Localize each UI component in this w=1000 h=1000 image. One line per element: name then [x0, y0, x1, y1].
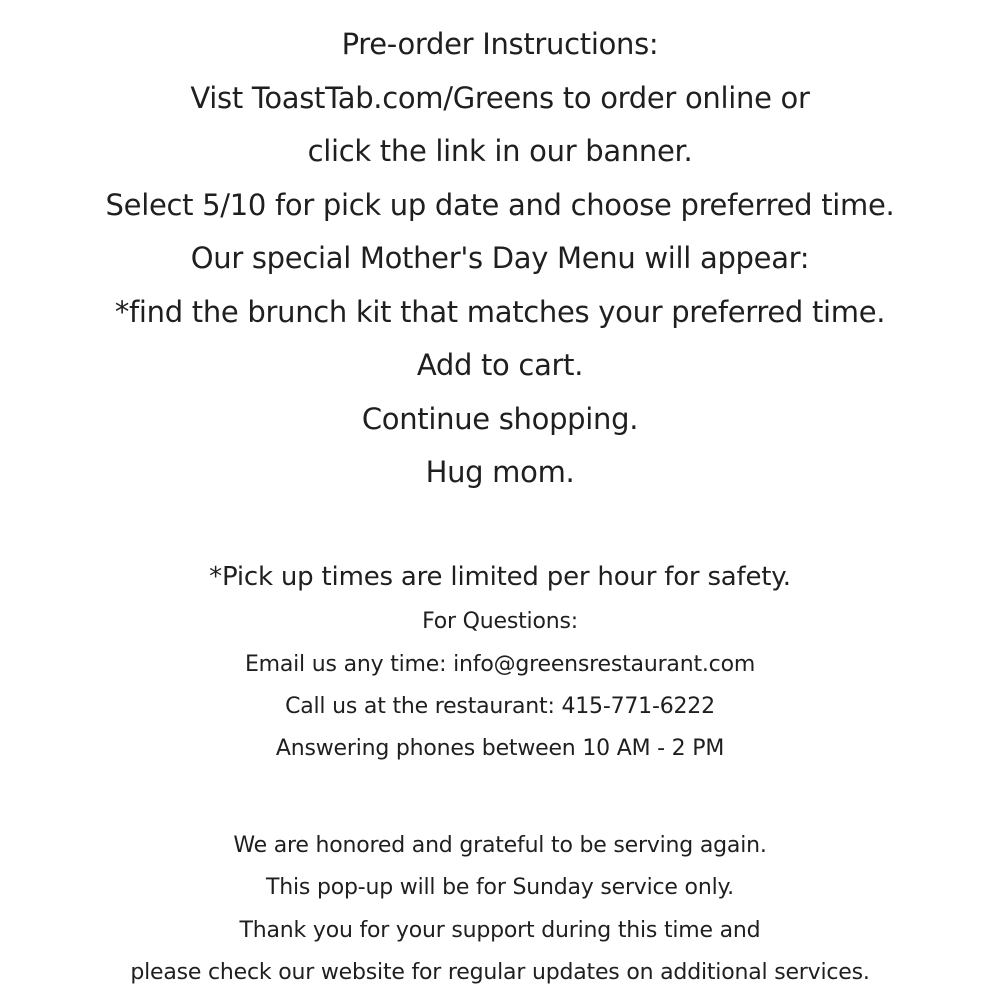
- instruction-step: Vist ToastTab.com/Greens to order online or: [190, 81, 810, 115]
- instruction-step: Select 5/10 for pick up date and choose preferred time.: [105, 188, 895, 222]
- instruction-step: Add to cart.: [416, 348, 584, 382]
- closing-line: We are honored and grateful to be serving again.: [233, 833, 767, 858]
- instruction-step: Our special Mother's Day Menu will appear:: [190, 241, 810, 275]
- instruction-step: click the link in our banner.: [307, 134, 693, 168]
- contact-hours-line: Answering phones between 10 AM - 2 PM: [275, 736, 725, 761]
- contact-email-line: Email us any time: info@greensrestaurant.com: [244, 652, 756, 677]
- instruction-step: *find the brunch kit that matches your preferred time.: [114, 295, 886, 329]
- instruction-step: Hug mom.: [425, 455, 575, 489]
- contact-phone-line: Call us at the restaurant: 415-771-6222: [285, 694, 715, 719]
- instruction-step: Continue shopping.: [361, 402, 639, 436]
- closing-line: This pop-up will be for Sunday service only.: [266, 875, 734, 900]
- contact-heading: For Questions:: [422, 609, 578, 634]
- closing-line: Thank you for your support during this time and: [239, 918, 761, 943]
- instructions-heading: Pre-order Instructions:: [341, 27, 659, 61]
- pickup-limit-note: *Pick up times are limited per hour for safety.: [209, 562, 791, 592]
- closing-line: please check our website for regular updates on additional services.: [130, 960, 870, 985]
